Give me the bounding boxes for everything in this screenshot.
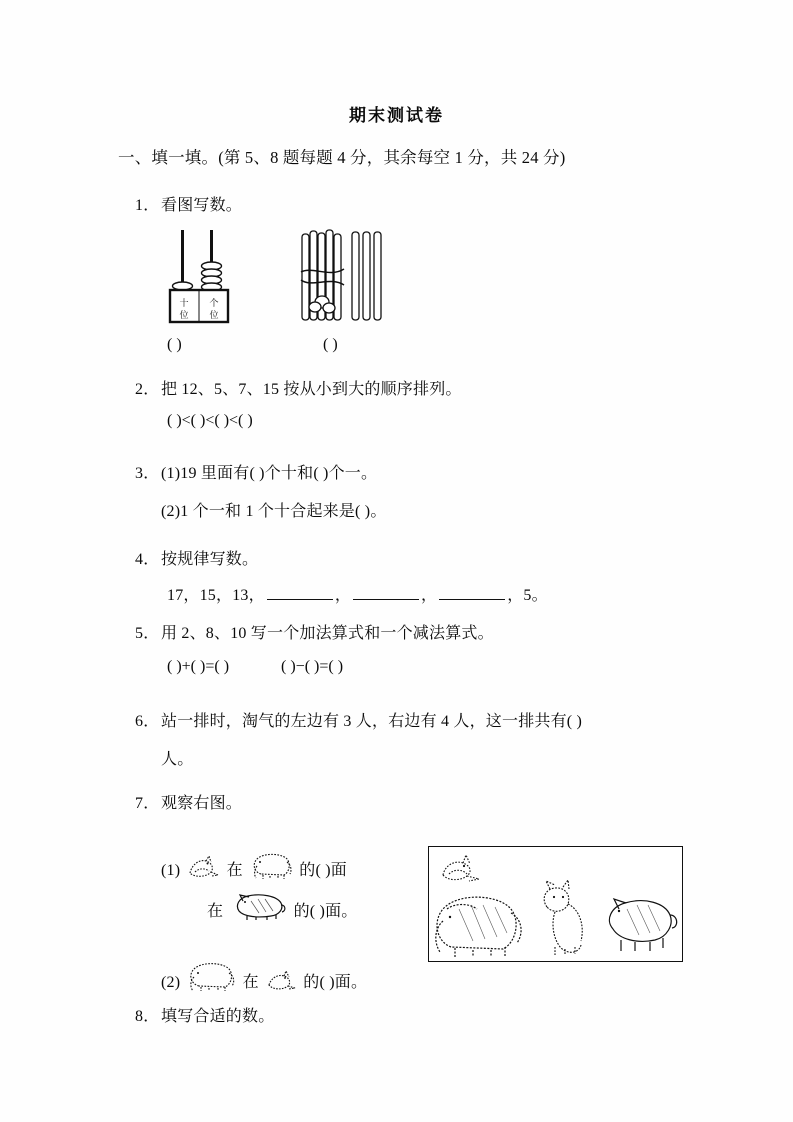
- question-4-prompt: [135, 546, 258, 569]
- scene-squirrel: [544, 880, 582, 955]
- question-3-part-2[interactable]: (2)1 个一和 1 个十合起来是( )。: [161, 503, 387, 520]
- sequence-separator-2: ，: [421, 587, 438, 604]
- question-4-number: 4．: [135, 551, 160, 568]
- place-value-counter-figure: [168, 228, 230, 329]
- sequence-blank-2[interactable]: [353, 585, 419, 600]
- svg-text:十: 十: [179, 299, 189, 309]
- question-6-line-2: 人。: [161, 751, 194, 768]
- question-5-number: 5．: [135, 625, 160, 642]
- question-5-subtraction-blank[interactable]: ( )−( )=( ): [281, 658, 344, 675]
- question-2-number: 2．: [135, 381, 160, 398]
- question-2-answer-line[interactable]: ( )<( )<( )<( ): [167, 412, 253, 429]
- question-1-prompt: [135, 192, 242, 215]
- question-1-number: 1．: [135, 197, 160, 214]
- question-7-sub2-mid-text: 在: [242, 973, 259, 991]
- question-5-addition-blank[interactable]: ( )+( )=( ): [167, 658, 230, 675]
- sequence-separator-1: ，: [334, 587, 352, 604]
- page-title: 期末测试卷: [349, 106, 444, 126]
- question-5-answers[interactable]: [167, 658, 343, 676]
- question-3-sub1-text[interactable]: (1)19 里面有( )个十和( )个一。: [161, 465, 378, 482]
- sequence-given-head: 17，15，13，: [167, 587, 265, 604]
- question-7-sub1-line-1[interactable]: [161, 852, 347, 880]
- question-5-text: 用 2、8、10 写一个加法算式和一个减法算式。: [161, 625, 494, 642]
- svg-text:位: 位: [179, 311, 189, 321]
- scene-bird: [443, 855, 479, 881]
- scene-pig: [609, 899, 676, 951]
- question-1-answer-right[interactable]: ( ): [323, 336, 338, 353]
- scene-elephant: [436, 897, 521, 957]
- question-7-sub1-head-text: 在: [207, 902, 224, 920]
- question-8-number: 8．: [135, 1008, 160, 1025]
- pig-icon: [229, 893, 287, 921]
- bundled-sticks-figure: [300, 228, 384, 329]
- bird-icon: [265, 970, 297, 992]
- question-8-text: 填写合适的数。: [161, 1008, 275, 1025]
- question-2-prompt: [135, 376, 462, 399]
- question-7-sub2-line[interactable]: [161, 962, 367, 992]
- sequence-blank-3[interactable]: [439, 585, 505, 600]
- question-7-text: 观察右图。: [161, 795, 243, 812]
- question-7-prompt: [135, 790, 242, 813]
- question-2-text: 把 12、5、7、15 按从小到大的顺序排列。: [161, 381, 462, 398]
- bird-icon: [186, 854, 220, 880]
- question-7-sub1-line-2[interactable]: [207, 893, 357, 921]
- question-1-text: 看图写数。: [161, 197, 243, 214]
- question-6-line-1: [135, 708, 582, 731]
- question-7-sub2-label: (2): [161, 973, 181, 991]
- question-7-sub2-tail-text[interactable]: 的( )面。: [303, 973, 368, 991]
- question-6-text-line-1[interactable]: 站一排时，淘气的左边有 3 人，右边有 4 人，这一排共有( ): [161, 713, 583, 730]
- question-3-number: 3．: [135, 465, 160, 482]
- question-7-sub1-label: (1): [161, 861, 181, 879]
- question-5-prompt: [135, 620, 494, 643]
- question-7-sub1-line2-tail[interactable]: 的( )面。: [293, 902, 358, 920]
- question-3-part-1: [135, 460, 377, 483]
- question-7-number: 7．: [135, 795, 160, 812]
- question-4-sequence[interactable]: [167, 582, 548, 605]
- question-7-sub1-mid-text: 在: [226, 861, 243, 879]
- elephant-icon: [249, 852, 293, 880]
- sequence-given-tail: ，5。: [507, 587, 548, 604]
- question-4-text: 按规律写数。: [161, 551, 259, 568]
- svg-text:个: 个: [209, 299, 219, 309]
- svg-text:位: 位: [209, 311, 219, 321]
- question-8-prompt: [135, 1003, 274, 1026]
- question-7-sub1-tail-text[interactable]: 的( )面: [299, 861, 347, 879]
- question-6-number: 6．: [135, 713, 160, 730]
- sequence-blank-1[interactable]: [267, 585, 333, 600]
- section-header: 一、填一填。(第 5、8 题每题 4 分，其余每空 1 分，共 24 分): [118, 148, 566, 167]
- question-1-answer-left[interactable]: ( ): [167, 336, 182, 353]
- animals-scene-box: [428, 846, 683, 962]
- elephant-icon: [186, 962, 236, 992]
